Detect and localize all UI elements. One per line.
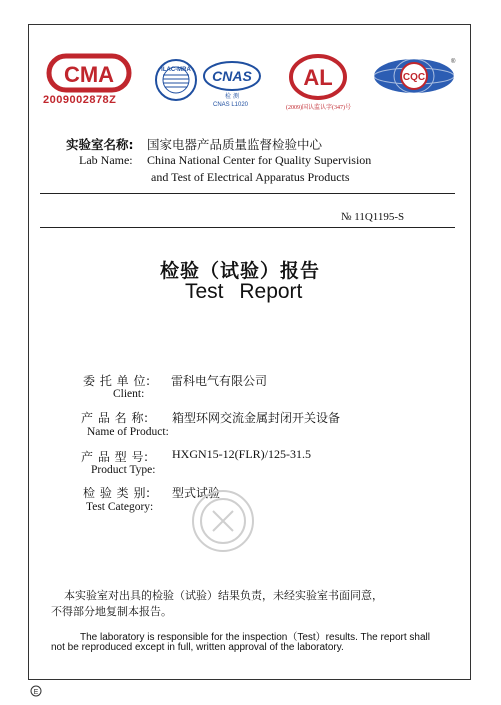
- svg-text:®: ®: [451, 59, 456, 65]
- product-type-value: HXGN15-12(FLR)/125-31.5: [172, 447, 311, 461]
- cal-letters: AL: [303, 65, 333, 90]
- cma-logo: [46, 53, 132, 93]
- globe-letters: CQC: [402, 72, 426, 83]
- cal-logo: [288, 53, 348, 101]
- lab-name-en-line1: China National Center for Quality Supervision: [147, 153, 372, 167]
- product-type-label-cn: 产 品 型 号:: [81, 450, 149, 464]
- corner-mark-icon: [30, 685, 42, 697]
- report-no-rule: [40, 227, 455, 228]
- seal-stamp: [168, 484, 278, 559]
- cnas-ilac-logo: [152, 58, 267, 104]
- title-en: Test Report: [185, 280, 303, 303]
- cnas-number: CNAS L1020: [213, 102, 249, 108]
- disclaimer-cn-line1: 本实验室对出具的检验（试验）结果负责，未经实验室书面同意，: [64, 589, 383, 602]
- client-label-en: Client:: [113, 388, 145, 400]
- test-category-label-en: Test Category:: [86, 501, 154, 513]
- client-label-cn: 委 托 单 位:: [83, 374, 151, 388]
- disclaimer-en-line2: not be reproduced except in full, written approval of the laboratory.: [51, 642, 344, 653]
- lab-name-cn: 国家电器产品质量监督检验中心: [147, 137, 323, 152]
- product-name-label-en: Name of Product:: [87, 426, 169, 438]
- title-cn: 检验（试验）报告: [160, 260, 321, 282]
- corner-mark-letter: E: [33, 689, 39, 696]
- cma-logo-letters: CMA: [63, 62, 115, 87]
- test-category-label-cn: 检 验 类 别:: [83, 486, 151, 500]
- client-value: 雷科电气有限公司: [171, 374, 268, 388]
- ilac-ring-text: ILAC-MRA: [161, 67, 191, 73]
- globe-logo: [371, 55, 457, 97]
- product-name-value: 箱型环网交流金属封闭开关设备: [172, 411, 341, 425]
- test-category-value: 型式试验: [172, 486, 221, 500]
- page-border: [28, 24, 471, 680]
- report-number: № 11Q1195-S: [341, 211, 405, 223]
- lab-name-label-en: Lab Name:: [79, 153, 133, 167]
- lab-name-en-line2: and Test of Electrical Apparatus Products: [151, 170, 350, 184]
- lab-name-label-cn: 实验室名称:: [66, 137, 134, 152]
- cal-cert-number: (2009)国认监认字(347)号: [286, 105, 351, 111]
- product-name-label-cn: 产 品 名 称:: [81, 411, 149, 425]
- header-rule: [40, 193, 455, 194]
- disclaimer-cn-line2: 不得部分地复制本报告。: [51, 605, 172, 618]
- cnas-cn-label: 检 测: [225, 93, 239, 100]
- cnas-letters: CNAS: [212, 68, 252, 84]
- disclaimer-en-line1: The laboratory is responsible for the inspection（Test）results. The report shall: [80, 632, 430, 643]
- product-type-label-en: Product Type:: [91, 464, 156, 476]
- cma-number: 2009002878Z: [43, 94, 117, 106]
